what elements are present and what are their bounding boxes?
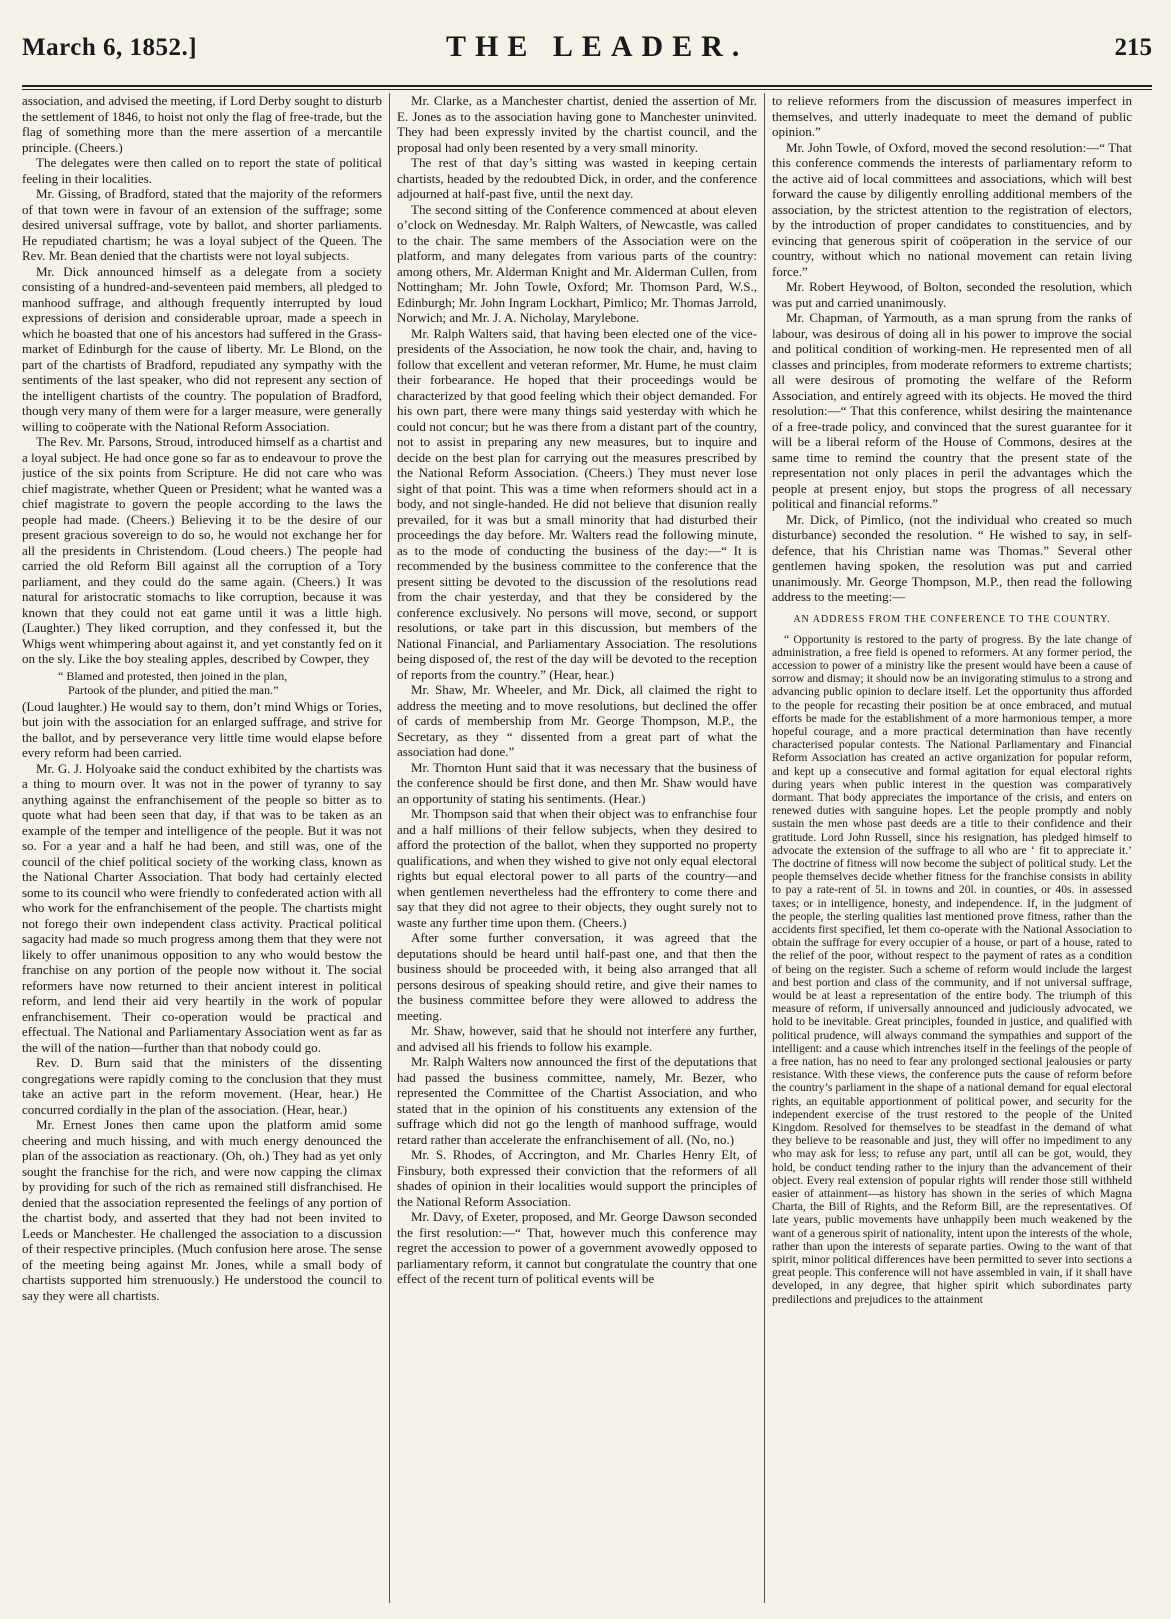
paragraph: Mr. Gissing, of Bradford, stated that the majority of the reformers of that town were in favour of an extension of the suffrage; some desired universal suffrage, vote by ballot, and shorter parliaments. He repudiated chartism; he was a loyal subject of the Queen. The Rev. Mr. Bean denied that the chartists were not loyal subjects.: [22, 186, 382, 263]
paragraph: Mr. Davy, of Exeter, proposed, and Mr. George Dawson seconded the first resolution:—“ That, however much this conference may regret the accession to power of a government avowedly opposed to parliamentary reform, it cannot but congratulate the country that one effect of the recent turn of political events will be: [397, 1209, 757, 1286]
paragraph: association, and advised the meeting, if Lord Derby sought to disturb the settlement of 1846, to hoist not only the flag of free-trade, but the flag of something more than the mere assertion of a mercantile principle. (Cheers.): [22, 93, 382, 155]
paragraph: Mr. Ralph Walters said, that having been elected one of the vice-presidents of the Association, he now took the chair, and, having to follow that excellent and veteran reformer, Mr. Hume, he must claim their forbearance. He hoped that their proceedings would be characterized by that good feeling which their object demanded. For his own part, there were many things said yesterday with which he could not concur; but he was there from a distant part of the country, not to assist in preparing any new measures, but to inquire and decide on the best plan for carrying out the measures prescribed by the National Reform Association. (Cheers.) They must never lose sight of that point. This was a time when reformers should act in a body, and not single-handed. He did not believe that disunion really prevailed, for it was but a small minority that had disturbed their proceedings the day before. Mr. Walters read the following minute, as to the mode of conducting the business of the day:—“ It is recommended by the business committee to the conference that the present sitting be devoted to the discussion of the resolutions read from the chair yesterday, and that they be considered by the conference exclusively. No persons will move, second, or support resolutions, or take part in this discussion, but members of the National Financial, and Parliamentary Association. The resolutions being disposed of, the rest of the day will be devoted to the reception of reports from the country.” (Hear, hear.): [397, 325, 757, 682]
paragraph: Mr. Dick, of Pimlico, (not the individual who created so much disturbance) seconded the resolution. “ He wished to say, in self-defence, that his Christian name was Thomas.” Several other gentlemen having spoken, the resolution was put and carried unanimously. Mr. George Thompson, M.P., then read the following address to the meeting:—: [772, 511, 1132, 604]
section-heading: AN ADDRESS FROM THE CONFERENCE TO THE COUNTRY.: [793, 613, 1111, 625]
paragraph: The rest of that day’s sitting was wasted in keeping certain chartists, headed by the redoubted Dick, in order, and the conference adjourned at half-past five, until the next day.: [397, 155, 757, 201]
paragraph: Mr. G. J. Holyoake said the conduct exhibited by the chartists was a thing to mourn over. It was not in the power of tyranny to say anything against the enfranchisement of the people so bitter as to quote what had been seen that day, if that was to be taken as an example of the temper and intelligence of the people. But it was not so. For a year and a half he had been, and still was, one of the council of the chief political society of the working class, known as the National Charter Association. That body had certainly elected some to its council who were friendly to confederated action with all who work for the enfranchisement of the people. The chartists might not forego their own independent class activity. Practical political sagacity had made so much progress among them that they were not likely to offer unanimous opposition to any who would bestow the franchise on any portion of the people now without it. The social reformers have now returned to their ancient interest in political reform, and lend their aid very heartily in the work of popular enfranchisement. Their co-operation would be practical and effectual. The National and Parliamentary Association went as far as the will of the nation—further than that nobody could go.: [22, 760, 382, 1055]
paragraph: Mr. Dick announced himself as a delegate from a society consisting of a hundred-and-seventeen paid members, all pledged to manhood suffrage, and although frequently interrupted by loud expressions of derision and considerable uproar, made a speech in which he boasted that one of his ancestors had suffered in the Grass-market of Edinburgh for the cause of liberty. Mr. Le Blond, on the part of the chartists of Bradford, repudiated any sympathy with the sentiments of the last speaker, who did not represent any section of the intelligent chartists of the country. The population of Bradford, though very many of them were for a larger measure, were generally willing to coöperate with the National Reform Association.: [22, 263, 382, 434]
paragraph: to relieve reformers from the discussion of measures imperfect in themselves, and utterly inadequate to meet the demand of public opinion.”: [772, 93, 1132, 139]
paragraph: Rev. D. Burn said that the ministers of the dissenting congregations were rapidly coming to the conclusion that they must take an active part in the reform movement. (Hear, hear.) He concurred cordially in the plan of the association. (Hear, hear.): [22, 1055, 382, 1117]
paragraph: The second sitting of the Conference commenced at about eleven o’clock on Wednesday. Mr. Ralph Walters, of Newcastle, was called to the chair. The same members of the Association were on the platform, and many delegates from various parts of the country: among others, Mr. Alderman Knight and Mr. Alderman Cullen, from Nottingham; Mr. John Towle, Oxford; Mr. Thomson Pard, W.S., Edinburgh; Mr. John Ingram Lockhart, Pimlico; Mr. Thomas Jarrold, Norwich; and Mr. J. A. Nicholay, Marylebone.: [397, 201, 757, 325]
column-3: [772, 93, 1132, 1603]
paragraph: Mr. S. Rhodes, of Accrington, and Mr. Charles Henry Elt, of Finsbury, both expressed their conviction that the reformers of all shades of opinion in their localities would support the principles of the National Reform Association.: [397, 1147, 757, 1209]
verse-line: Partook of the plunder, and pitied the man.”: [68, 682, 279, 697]
paragraph: The delegates were then called on to report the state of political feeling in their localities.: [22, 155, 382, 186]
verse-quote: [58, 669, 382, 697]
column-2: [397, 93, 757, 1603]
column-divider: [389, 93, 390, 1603]
header-rule-thin: [22, 89, 1152, 90]
paragraph: Mr. Thornton Hunt said that it was necessary that the business of the conference should be first done, and then Mr. Shaw would have an opportunity of stating his sentiments. (Hear.): [397, 759, 757, 806]
paragraph: After some further conversation, it was agreed that the deputations should be heard until half-past one, and that then the business should be proceeded with, it being also arranged that all persons desirous of speaking should retire, and give their names to the business committee before they were allowed to address the meeting.: [397, 930, 757, 1023]
paragraph: Mr. Shaw, Mr. Wheeler, and Mr. Dick, all claimed the right to address the meeting and to move resolutions, but declined the offer of cards of membership from Mr. George Thompson, M.P., the Secretary, as they “ dissented from a great part of what the association had done.”: [397, 682, 757, 759]
paragraph: Mr. Ernest Jones then came upon the platform amid some cheering and much hissing, and with much energy denounced the plan of the association as reactionary. (Oh, oh.) They had as yet only sought the franchise for the rich, and were now capping the climax by providing for such of the rich as remained still disfranchised. He denied that the association represented the feelings of any portion of the chartist body, and asserted that they had not been invited to Leeds or Manchester. He challenged the association to a discussion of their respective principles. (Much confusion here arose. The sense of the meeting being against Mr. Jones, while a small body of chartists supported him strenuously.) He understood the council to say they were all chartists.: [22, 1117, 382, 1303]
paragraph: “ Opportunity is restored to the party of progress. By the late change of administration, a free field is opened to reformers. At any former period, the accession to power of a ministry like the present would have been a cause of sorrow and dismay; it should now be an invigorating stimulus to a strong and advancing public opinion to declare itself. Let the opportunity thus afforded to the people for recasting their position be at once embraced, and mutual efforts be made for the establishment of a more harmonious temper, a more hopeful courage, and a more practical determination than have recently characterised popular contests. The National Parliamentary and Financial Reform Association has created an active organization for popular reform, and kept up a consecutive and formal agitation for equal electoral rights during years when public interest in the question was comparatively dormant. That body appreciates the importance of the crisis, and enters on renewed duties with sanguine hopes. Let the people promptly and nobly sustain the men whose past deeds are a title to their confidence and their gratitude. Lord John Russell, since his resignation, has pledged himself to advocate the extension of the suffrage to all who are ‘ fit to appreciate it.’ The doctrine of fitness will now become the subject of political study. Let the people themselves decide whether fitness for the franchise consists in ability to pay a rate-rent of 5l. in towns and 20l. in counties, or 40s. in assessed taxes; or in intelligence, honesty, and independence. If, in the judgment of the people, the sterling qualities last mentioned prove fitness, rather than the accidents first specified, let them co-operate with the National Association to obtain the suffrage for every occupier of a house, or part of a house, rated to the relief of the poor, without respect to the payment of rates as a condition of being on the register. Such a scheme of reform would include the largest and best portion and class of the community, and if not universal suffrage, would be at least a representation of the entire body. The triumph of this measure of reform, if universally announced and judiciously advocated, we hold to be inevitable. Great principles, founded in justice, and qualified with political prudence, will always command the sympathies and support of the intelligent: and a cause which intrenches itself in the feelings of the people of a free nation, has no need to fear any prolonged sectional jealousies or party resistance. With these views, the conference puts the cause of reform before the country’s parliament in the shape of a national demand for equal electoral rights, an equitable apportionment of political power, and security for the independent exercise of the trust restored to the people of the United Kingdom. Resolved for themselves to be steadfast in the demand of what they believe to be reasonable and just, they will offer no impediment to any who may ask for less; to refuse any part, until all can be got, would, they hold, be conduct tending rather to the injury than the advancement of their object. Every real extension of popular rights will render those still withheld easier of attainment—as history has shown in the series of which Magna Charta, the Bill of Rights, and the Reform Bill, are the representatives. Of late years, public movements have unhappily been much weakened by the want of a generous spirit of nationality, intent upon the interests of the whole, rather than upon the interests of separate parties. Owing to the want of that spirit, minor political differences have been permitted to sever into sections a great people. This conference will not have assembled in vain, if it shall have developed, in any degree, that higher spirit which subordinates party predilections and prejudices to the attainment: [772, 632, 1132, 1306]
paragraph: The Rev. Mr. Parsons, Stroud, introduced himself as a chartist and a loyal subject. He had once gone so far as to endeavour to prove the justice of the six points from Scripture. He did not care who was chief magistrate, whether Queen or President; what he wanted was a chief magistrate to govern the people according to the laws the people had made. (Cheers.) Believing it to be the desire of our present gracious sovereign to do so, he would not exchange her for all the presidents in Christendom. (Loud cheers.) The people had carried the old Reform Bill against all the corruption of a Tory parliament, and they could do the same again. (Cheers.) It was natural for aristocratic stomachs to like corruption, because it was known that they could not eat game until it was a little high. (Laughter.) They liked corruption, and they confessed it, but the Whigs went whimpering about against it, and yet constantly fed on it on the sly. Like the boy stealing apples, described by Cowper, they: [22, 434, 382, 666]
paragraph: Mr. John Towle, of Oxford, moved the second resolution:—“ That this conference commends the interests of parliamentary reform to the active aid of local committees and associations, which will best forward the cause by diligently enrolling additional members of the association, by the strictest attention to the registration of electors, by the introduction of proper candidates to constituencies, and by evincing that generous spirit of coöperation in the service of our country, without which no national movement can retain living force.”: [772, 139, 1132, 279]
newspaper-title: THE LEADER.: [446, 30, 749, 63]
paragraph: Mr. Thompson said that when their object was to enfranchise four and a half millions of their fellow subjects, when they desired to afford the protection of the ballot, when they supported no property qualifications, and when they wished to give not only equal electoral rights but equal electoral power to all parts of the country—and when gentlemen nevertheless had the effrontery to come there and say that they did not agree to their objects, they ought surely not to waste any further time upon them. (Cheers.): [397, 806, 757, 930]
paragraph: (Loud laughter.) He would say to them, don’t mind Whigs or Tories, but join with the association for an enlarged suffrage, and strive for the ballot, and by perseverance very little time would elapse before every reform had been carried.: [22, 698, 382, 760]
column-divider: [764, 93, 765, 1603]
masthead: [22, 28, 1152, 88]
paragraph: Mr. Chapman, of Yarmouth, as a man sprung from the ranks of labour, was desirous of doing all in his power to improve the social and political condition of working-men. He represented men of all classes and principles, from moderate reformers to extreme chartists; all were desirous of promoting the welfare of the Reform Association, and entirely agreed with its objects. He moved the third resolution:—“ That this conference, whilst desiring the maintenance of a free-trade policy, and convinced that the surest guarantee for it will be a liberal reform of the House of Commons, desires at the same time to remind the country that the present state of the representation not only places in peril the advantages which the people at present enjoy, but stops the progress of all necessary political and financial reforms.”: [772, 310, 1132, 511]
header-rule: [22, 85, 1152, 87]
issue-date: March 6, 1852.]: [22, 34, 198, 61]
verse-line: “ Blamed and protested, then joined in the plan,: [58, 668, 288, 683]
page-number: 215: [1114, 34, 1152, 61]
paragraph: Mr. Shaw, however, said that he should not interfere any further, and advised all his friends to follow his example.: [397, 1023, 757, 1054]
column-1: [22, 93, 382, 1603]
paragraph: Mr. Clarke, as a Manchester chartist, denied the assertion of Mr. E. Jones as to the association having gone to Manchester uninvited. They had been expressly invited by the chartist council, and the proposal had only been resented by a very small minority.: [397, 93, 757, 155]
address-body: [772, 633, 1132, 1306]
paragraph: Mr. Ralph Walters now announced the first of the deputations that had passed the business committee, namely, Mr. Bezer, who represented the Committee of the Chartist Association, and who stated that in the opinion of his constituents any extension of the suffrage which did not go the length of manhood suffrage, would retard rather than accelerate the enfranchisement of all. (No, no.): [397, 1054, 757, 1147]
paragraph: Mr. Robert Heywood, of Bolton, seconded the resolution, which was put and carried unanimously.: [772, 279, 1132, 310]
